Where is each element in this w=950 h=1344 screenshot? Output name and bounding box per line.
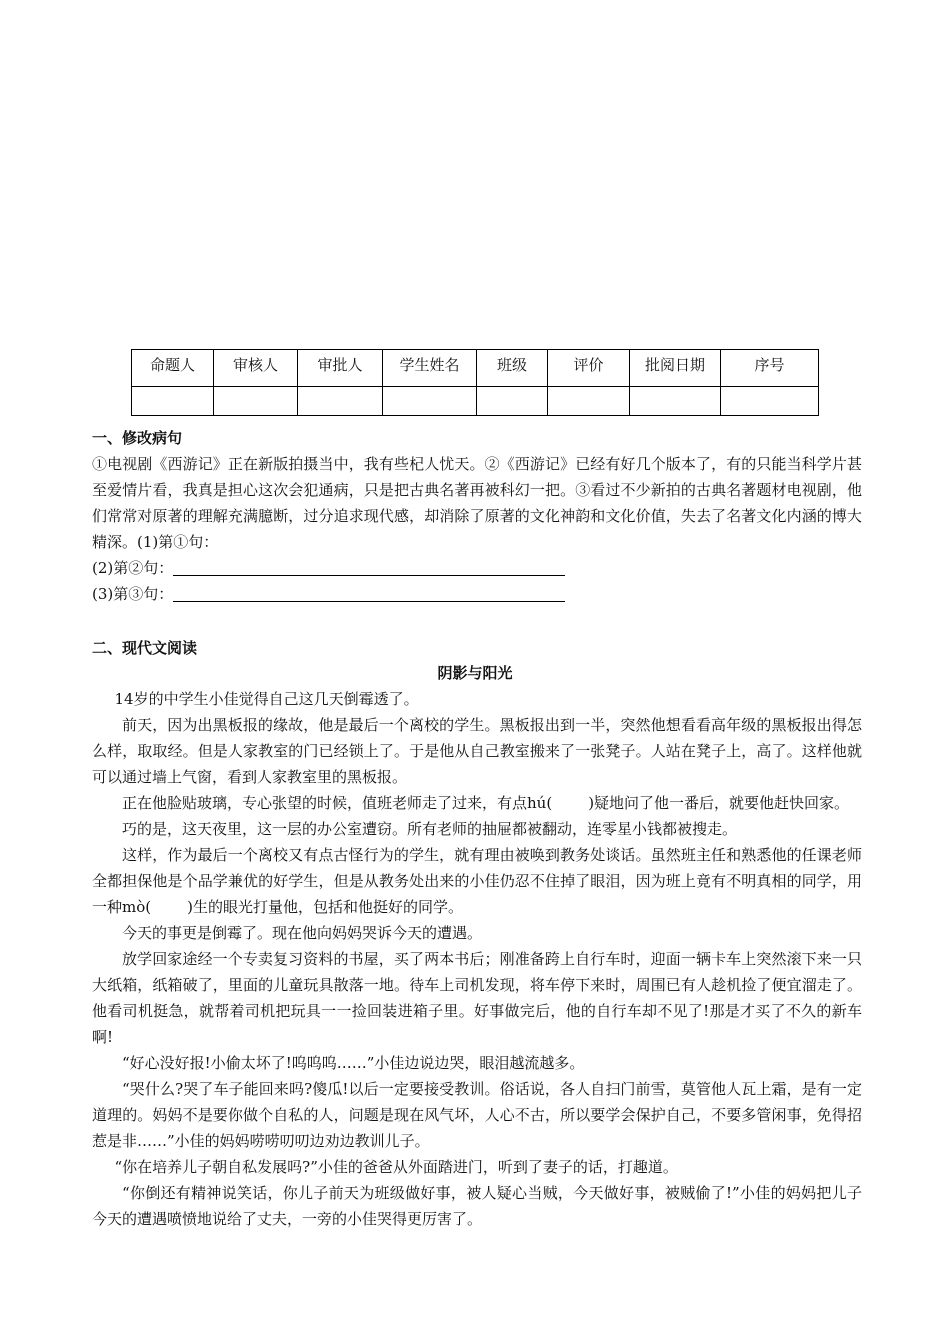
table-blank-cell[interactable]	[214, 387, 298, 416]
table-header-cell: 班级	[477, 350, 548, 387]
table-blank-row	[132, 387, 819, 416]
article-paragraph: 前天，因为出黑板报的缘故，他是最后一个离校的学生。黑板报出到一半，突然他想看看高年级的黑板报出得怎么样，取取经。但是人家教室的门已经锁上了。于是他从自己教室搬来了一张凳子。人站在凳子上，高了。这样他就可以通过墙上气窗，看到人家教室里的黑板报。	[92, 716, 862, 786]
table-header-cell: 审核人	[214, 350, 298, 387]
question-2-label: (2)第②句：	[92, 559, 174, 577]
section-1-text: ①电视剧《西游记》正在新版拍摄当中，我有些杞人忧天。②《西游记》已经有好几个版本了，有的只能当科学片甚至爱情片看，我真是担心这次会犯通病，只是把古典名著再被科幻一把。③看过不少新拍的古典名著题材电视剧，他们常常对原著的理解充满臆断，过分追求现代感，却消除了原著的文化神韵和文化价值，失去了名著文化内涵的博大精深。(1)第①句：	[92, 455, 862, 551]
article-paragraph: 巧的是，这天夜里，这一层的办公室遭窃。所有老师的抽屉都被翻动，连零星小钱都被搜走。	[122, 820, 738, 838]
paragraph-text: 正在他脸贴玻璃，专心张望的时候，值班老师走了过来，有点hú(	[122, 794, 553, 812]
table-header-cell: 评价	[548, 350, 630, 387]
article-paragraph: “哭什么?哭了车子能回来吗?傻瓜!以后一定要接受教训。俗话说，各人自扫门前雪，莫管他人瓦上霜，是有一定道理的。妈妈不是要你做个自私的人，问题是现在风气坏，人心不古，所以要学会保护自己，不要多管闲事，免得招惹是非……”小佳的妈妈唠唠叨叨边劝边教训儿子。	[92, 1080, 862, 1150]
article-paragraph: “你倒还有精神说笑话，你儿子前天为班级做好事，被人疑心当贼，今天做好事，被贼偷了!”小佳的妈妈把儿子今天的遭遇喷愤地说给了丈夫，一旁的小佳哭得更厉害了。	[92, 1184, 862, 1228]
paragraph-text: )生的眼光打量他，包括和他挺好的同学。	[187, 898, 463, 916]
info-table	[131, 349, 819, 416]
article-title: 阴影与阳光	[437, 664, 513, 682]
table-blank-cell[interactable]	[383, 387, 477, 416]
section-1-heading: 一、修改病句	[92, 429, 183, 447]
article-paragraph: 放学回家途经一个专卖复习资料的书屋，买了两本书后；刚准备跨上自行车时，迎面一辆卡车上突然滚下来一只大纸箱，纸箱破了，里面的儿童玩具散落一地。待车上司机发现，将车停下来时，周围已有人趁机捡了便宜溜走了。他看司机挺急，就帮着司机把玩具一一捡回装进箱子里。好事做完后，他的自行车却不见了!那是才买了不久的新车啊!	[92, 950, 862, 1046]
answer-line-2[interactable]	[173, 559, 565, 576]
article-paragraph	[92, 842, 862, 920]
table-header-cell: 审批人	[298, 350, 383, 387]
table-header-cell: 命题人	[132, 350, 214, 387]
section-2-heading-block	[92, 635, 862, 661]
question-3	[92, 581, 862, 607]
paragraph-text: )疑地问了他一番后，就要他赶快回家。	[588, 794, 850, 812]
table-blank-cell[interactable]	[630, 387, 721, 416]
article-paragraph	[92, 790, 862, 816]
table-blank-cell[interactable]	[298, 387, 383, 416]
question-2	[92, 555, 862, 581]
table-blank-cell[interactable]	[548, 387, 630, 416]
table-header-cell: 序号	[721, 350, 819, 387]
article-paragraph: “好心没好报!小偷太坏了!呜呜呜……”小佳边说边哭，眼泪越流越多。	[122, 1054, 585, 1072]
table-blank-cell[interactable]	[132, 387, 214, 416]
table-header-cell: 批阅日期	[630, 350, 721, 387]
table-blank-cell[interactable]	[721, 387, 819, 416]
article-body	[92, 686, 862, 1232]
question-3-label: (3)第③句：	[92, 585, 174, 603]
table-header-cell: 学生姓名	[383, 350, 477, 387]
section-1	[92, 425, 862, 607]
table-header-row	[132, 350, 819, 387]
article-paragraph: 14岁的中学生小佳觉得自己这几天倒霉透了。	[114, 690, 419, 708]
section-2-heading: 二、现代文阅读	[92, 639, 198, 657]
answer-line-3[interactable]	[173, 585, 565, 602]
article-paragraph: “你在培养儿子朝自私发展吗?”小佳的爸爸从外面踏进门，听到了妻子的话，打趣道。	[114, 1158, 678, 1176]
article-paragraph: 今天的事更是倒霉了。现在他向妈妈哭诉今天的遭遇。	[122, 924, 483, 942]
paragraph-text: 这样，作为最后一个离校又有点古怪行为的学生，就有理由被唤到教务处谈话。虽然班主任和熟悉他的任课老师全都担保他是个品学兼优的好学生，但是从教务处出来的小佳仍忍不住掉了眼泪，因为班上竟有不明真相的同学，用一种mò(	[92, 846, 862, 916]
table-blank-cell[interactable]	[477, 387, 548, 416]
